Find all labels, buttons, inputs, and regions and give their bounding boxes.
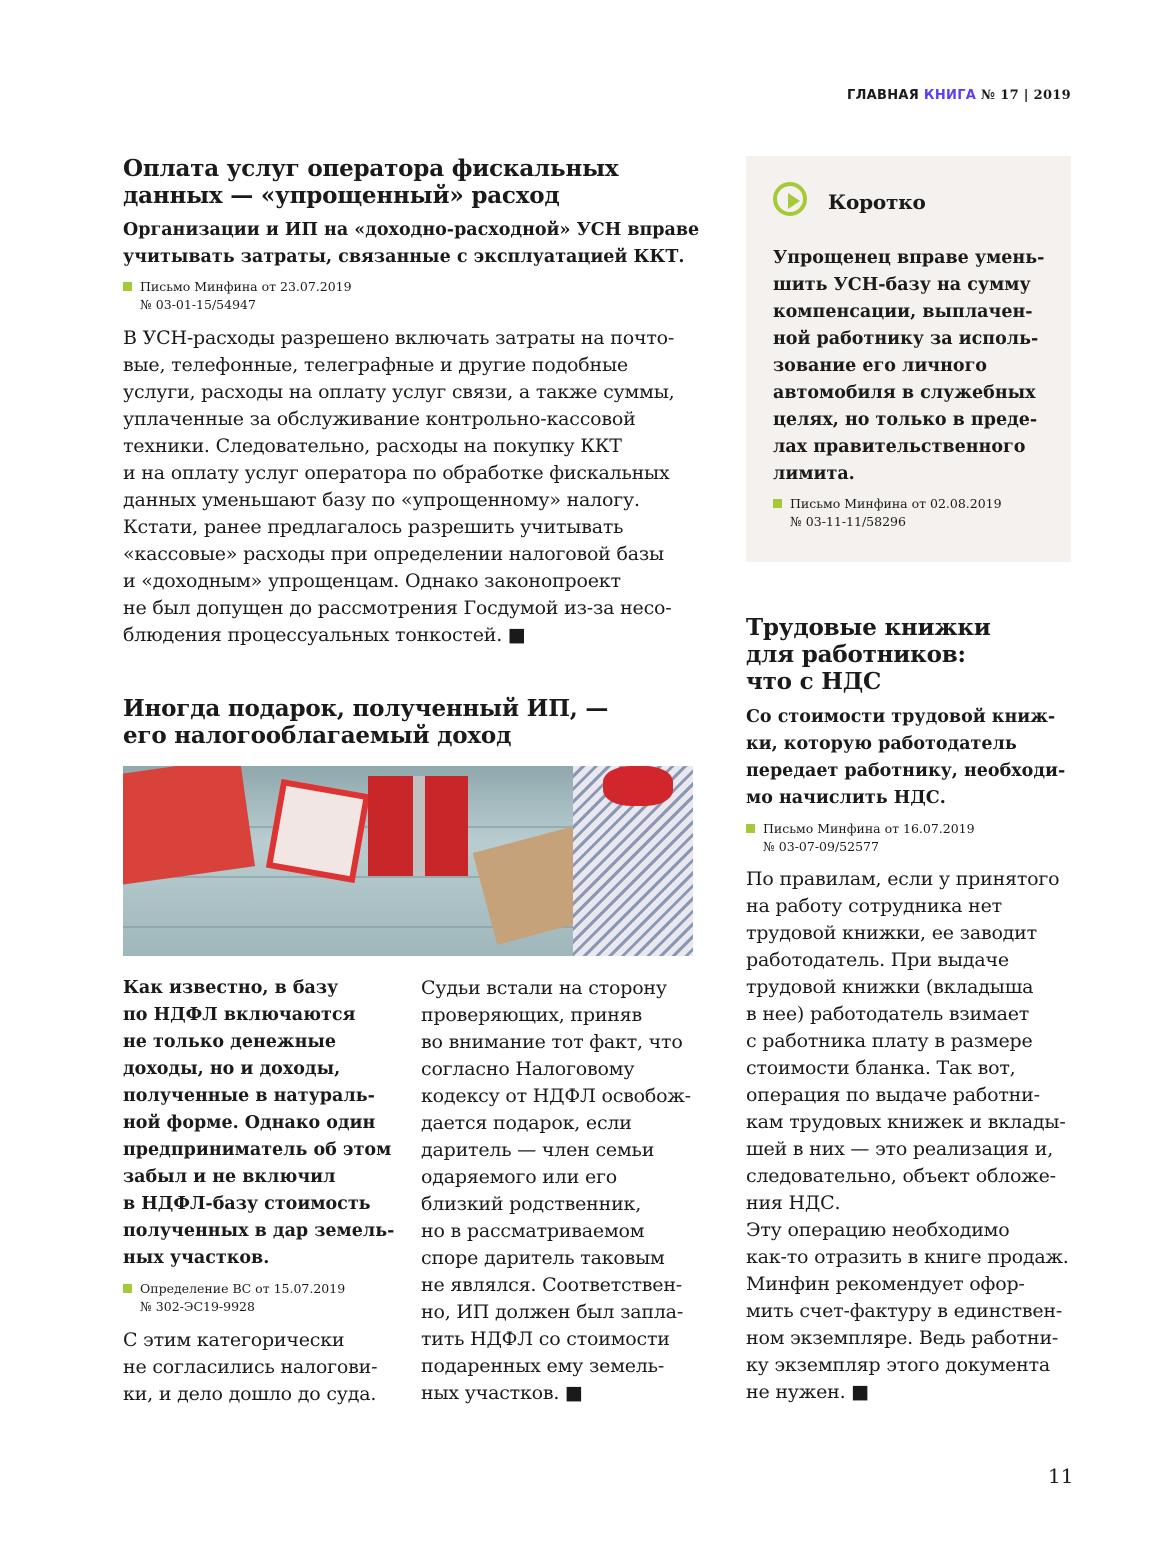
article1-lead: Организации и ИП на «доходно-расходной» УСН вправе учитывать затраты, связанные с эксплуатацией ККТ. [123,220,700,267]
source-text: Определение ВС от 15.07.2019 № 302-ЭС19-9928 [140,1281,346,1314]
briefly-source [773,495,1002,531]
article3-body: По правилам, если у принятого на работу сотрудника нет трудовой книжки, ее заводит работодатель. При выдаче трудовой книжки (вкладыша в нее) работодатель взимает с работника плату в размере стоимости бланка. Так вот, операция по выдаче работни- кам трудовых книжек и вклады- шей в них — это реализация и, следовательно, объект обложе- ния НДС. Эту операцию необходимо как-то отразить в книге продаж. Минфин рекомендует офор- мить счет-фактуру в единствен- ном экземпляре. Ведь работни- ку экземпляр этого документа не нужен. ■ [746,868,1069,1403]
article2-body-col2: Судьи встали на сторону проверяющих, приняв во внимание тот факт, что согласно Налоговому кодексу от НДФЛ освобож- дается подарок, если даритель — член семьи одаряемого или его близкий родственник, но в рассматриваемом споре даритель таковым не являлся. Соответствен- но, ИП должен был запла- тить НДФЛ со стоимости подаренных ему земель- ных участков. ■ [421,977,691,1404]
green-square-icon [746,824,755,833]
article1-title: Оплата услуг оператора фискальных данных — «упрощенный» расход [123,155,619,209]
brand-main: ГЛАВНАЯ [846,88,920,103]
green-square-icon [773,499,782,508]
green-square-icon [123,1284,132,1293]
running-header [847,88,1071,103]
article1-body: В УСН-расходы разрешено включать затраты на почто- вые, телефонные, телеграфные и другие подобные услуги, расходы на оплату услуг связи, а также суммы, уплаченные за обслуживание контрольно-кассовой техники. Следовательно, расходы на покупку ККТ и на оплату услуг оператора по обработке фискальных данных уменьшают базу по «упрощенному» налогу. Кстати, ранее предлагалось разрешить учитывать «кассовые» расходы при определении налоговой базы и «доходным» упрощенцам. Однако законопроект не был допущен до рассмотрения Госдумой из-за несо- блюдения процессуальных тонкостей. ■ [123,327,675,646]
green-square-icon [123,282,132,291]
play-icon [773,182,807,216]
briefly-title: Коротко [828,190,926,214]
briefly-text: Упрощенец вправе умень- шить УСН-базу на сумму компенсации, выплачен- ной работнику за исполь- зование его личного автомобиля в служебных целях, но только в преде- лах правительственного лимита. [773,248,1045,484]
gifts-photo [123,766,693,956]
article2-body-col1: С этим категорически не согласились налогови- ки, и дело дошло до суда. [123,1329,378,1405]
page-number: 11 [1048,1464,1074,1488]
brand-kniga: КНИГА [923,88,977,103]
article3-source [746,820,975,856]
article2-title: Иногда подарок, полученный ИП, — его налогооблагаемый доход [123,695,609,749]
article3-title: Трудовые книжки для работников: что с НДС [746,614,991,695]
issue-number: № 17 | 2019 [980,88,1071,103]
article1-source [123,278,352,314]
article2-lead: Как известно, в базу по НДФЛ включаются не только денежные доходы, но и доходы, полученные в натураль- ной форме. Однако один предприниматель об этом забыл и не включил в НДФЛ-базу стоимость полученных в дар земель- ных участков. [123,978,395,1268]
source-text: Письмо Минфина от 02.08.2019 № 03-11-11/58296 [790,496,1002,529]
source-text: Письмо Минфина от 23.07.2019 № 03-01-15/54947 [140,279,352,312]
article3-lead: Со стоимости трудовой книж- ки, которую работодатель передает работнику, необходи- мо начислить НДС. [746,707,1066,808]
source-text: Письмо Минфина от 16.07.2019 № 03-07-09/52577 [763,821,975,854]
article2-source [123,1280,345,1316]
